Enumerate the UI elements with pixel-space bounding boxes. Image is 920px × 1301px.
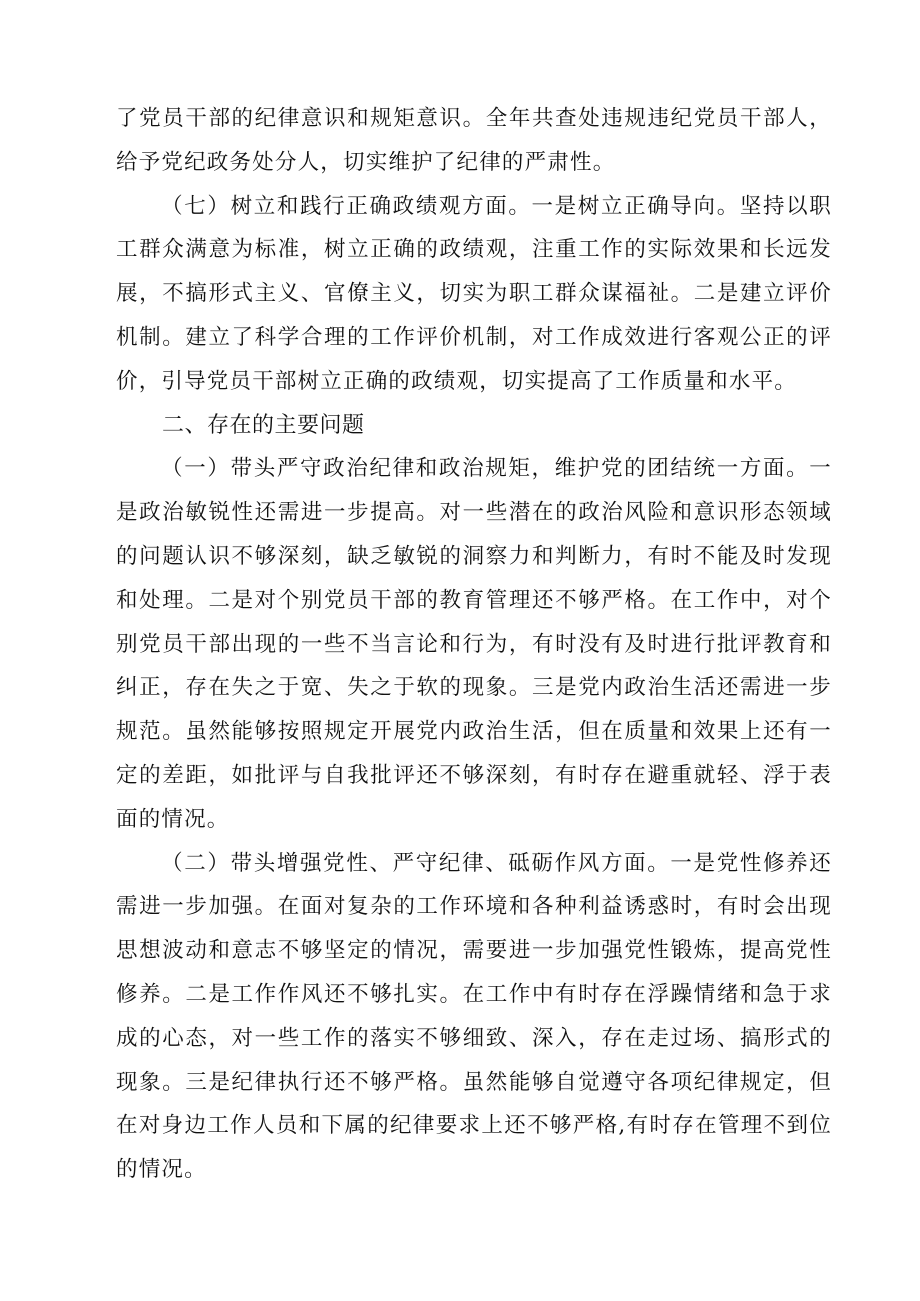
section-heading: 二、存在的主要问题 [162,412,365,438]
document-body [116,97,832,1192]
paragraph-performance-view: （七）树立和践行正确政绩观方面。一是树立正确导向。坚持以职工群众满意为标准，树立正确的政绩观，注重工作的实际效果和长远发展，不搞形式主义、官僚主义，切实为职工群众谋福祉。二是建立评价机制。建立了科学合理的工作评价机制，对工作成效进行客观公正的评价，引导党员干部树立正确的政绩观，切实提高了工作质量和水平。 [116,193,832,394]
paragraph-discipline-awareness: 了党员干部的纪律意识和规矩意识。全年共查处违规违纪党员干部人，给予党纪政务处分人，切实维护了纪律的严肃性。 [116,106,832,175]
paragraph-party-spirit: （二）带头增强党性、严守纪律、砥砺作风方面。一是党性修养还需进一步加强。在面对复杂的工作环境和各种利益诱惑时，有时会出现思想波动和意志不够坚定的情况，需要进一步加强党性锻炼，提高党性修养。二是工作作风还不够扎实。在工作中有时存在浮躁情绪和急于求成的心态，对一些工作的落实不够细致、深入，存在走过场、搞形式的现象。三是纪律执行还不够严格。虽然能够自觉遵守各项纪律规定，但在对身边工作人员和下属的纪律要求上还不够严格,有时存在管理不到位的情况。 [116,850,832,1183]
paragraph-political-discipline: （一）带头严守政治纪律和政治规矩，维护党的团结统一方面。一是政治敏锐性还需进一步提高。对一些潜在的政治风险和意识形态领域的问题认识不够深刻，缺乏敏锐的洞察力和判断力，有时不能及时发现和处理。二是对个别党员干部的教育管理还不够严格。在工作中，对个别党员干部出现的一些不当言论和行为，有时没有及时进行批评教育和纠正，存在失之于宽、失之于软的现象。三是党内政治生活还需进一步规范。虽然能够按照规定开展党内政治生活，但在质量和效果上还有一定的差距，如批评与自我批评还不够深刻，有时存在避重就轻、浮于表面的情况。 [116,456,832,832]
